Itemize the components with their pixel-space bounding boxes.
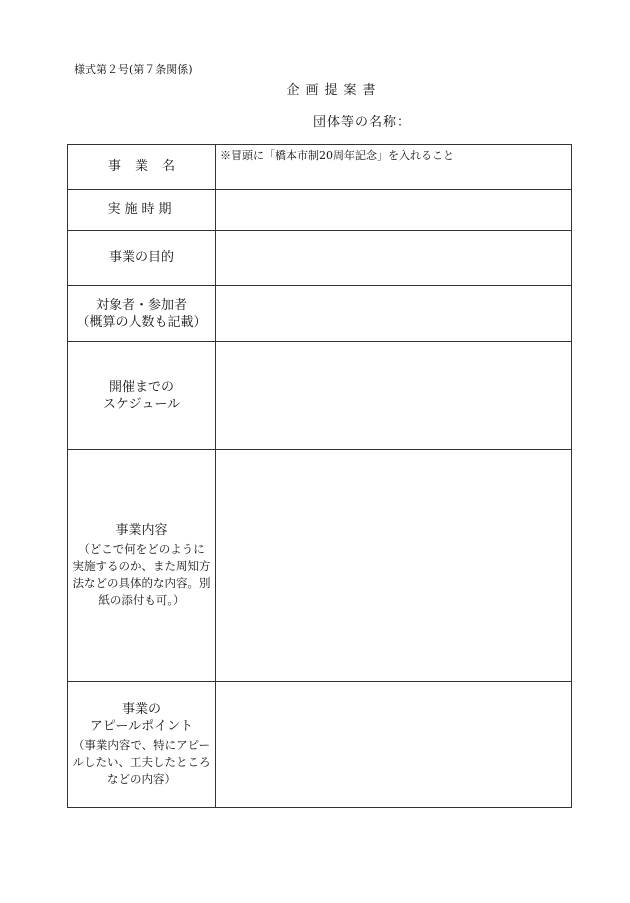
content-field[interactable] bbox=[216, 450, 572, 682]
table-row-schedule bbox=[68, 342, 572, 450]
period-field[interactable] bbox=[216, 190, 572, 231]
appeal-point-label bbox=[68, 682, 216, 808]
appeal-point-note-line3: などの内容） bbox=[107, 772, 176, 786]
proposal-table bbox=[67, 144, 572, 808]
content-label bbox=[68, 450, 216, 682]
content-note-line1: （どこで何をどのように bbox=[78, 542, 205, 556]
table-row-period bbox=[68, 190, 572, 231]
participants-field[interactable] bbox=[216, 286, 572, 342]
table-row-content bbox=[68, 450, 572, 682]
schedule-label bbox=[68, 342, 216, 450]
document-title: 企画提案書 bbox=[286, 83, 382, 98]
participants-label-line1: 対象者・参加者 bbox=[95, 297, 187, 313]
content-note-line2: 実施するのか、また周知方 bbox=[72, 559, 211, 573]
project-name-label bbox=[68, 145, 216, 190]
participants-label bbox=[68, 286, 216, 342]
table-row-participants bbox=[68, 286, 572, 342]
table-row-purpose bbox=[68, 231, 572, 286]
appeal-point-field[interactable] bbox=[216, 682, 572, 808]
project-name-label-text: 事業名 bbox=[107, 159, 189, 174]
schedule-label-line1: 開催までの bbox=[108, 379, 174, 395]
period-label-text: 実施時期 bbox=[107, 202, 176, 217]
organization-name-label: 団体等の名称： bbox=[313, 115, 412, 130]
form-number: 様式第２号(第７条関係) bbox=[74, 63, 193, 76]
appeal-point-label-line2: アピールポイント bbox=[89, 719, 194, 734]
participants-label-line2: （概算の人数も記載） bbox=[76, 314, 207, 330]
purpose-label bbox=[68, 231, 216, 286]
period-label bbox=[68, 190, 216, 231]
content-note-line4: 紙の添付も可。） bbox=[98, 593, 185, 607]
appeal-point-label-line1: 事業の bbox=[121, 702, 161, 717]
content-note-line3: 法などの具体的な内容。別 bbox=[72, 576, 211, 590]
project-name-field[interactable]: ※冒頭に「橋本市制20周年記念」を入れること bbox=[216, 145, 572, 190]
table-row-appeal-point bbox=[68, 682, 572, 808]
purpose-field[interactable] bbox=[216, 231, 572, 286]
appeal-point-note-line2: ルしたい、工夫したところ bbox=[72, 755, 211, 769]
purpose-label-text: 事業の目的 bbox=[108, 250, 174, 265]
content-label-text: 事業内容 bbox=[115, 523, 168, 538]
schedule-field[interactable] bbox=[216, 342, 572, 450]
table-row-project-name bbox=[68, 145, 572, 190]
appeal-point-note-line1: （事業内容で、特にアピー bbox=[72, 738, 211, 752]
schedule-label-line2: スケジュール bbox=[102, 396, 181, 412]
